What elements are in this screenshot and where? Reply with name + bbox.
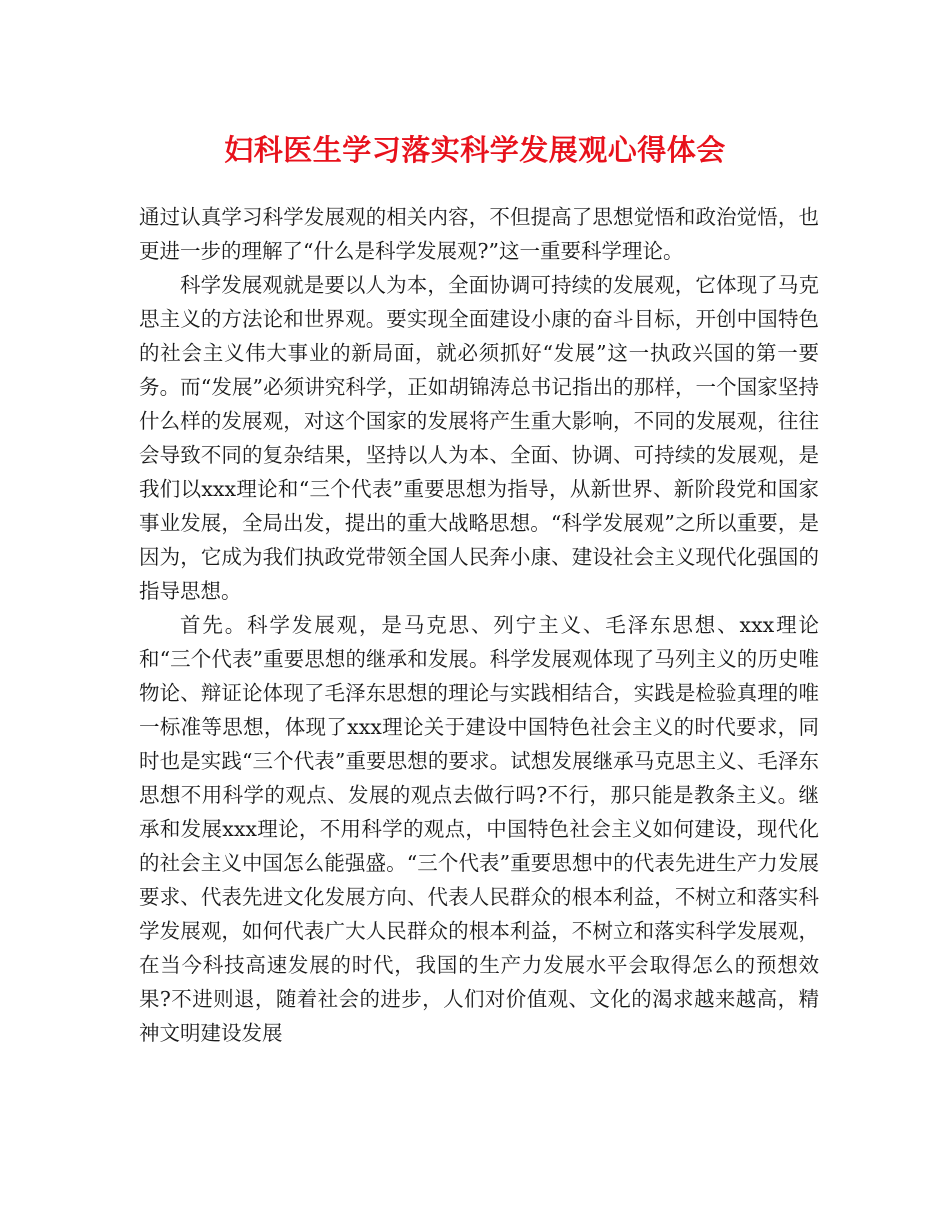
document-body — [139, 200, 819, 1050]
paragraph-1: 通过认真学习科学发展观的相关内容，不但提高了思想觉悟和政治觉悟，也更进一步的理解了“什么是科学发展观?”这一重要科学理论。 — [139, 205, 819, 263]
paragraph-2: 科学发展观就是要以人为本，全面协调可持续的发展观，它体现了马克思主义的方法论和世界观。要实现全面建设小康的奋斗目标，开创中国特色的社会主义伟大事业的新局面，就必须抓好“发展”这一执政兴国的第一要务。而“发展”必须讲究科学，正如胡锦涛总书记指出的那样，一个国家坚持什么样的发展观，对这个国家的发展将产生重大影响，不同的发展观，往往会导致不同的复杂结果，坚持以人为本、全面、协调、可持续的发展观，是我们以xxx理论和“三个代表”重要思想为指导，从新世界、新阶段党和国家事业发展，全局出发，提出的重大战略思想。“科学发展观”之所以重要，是因为，它成为我们执政党带领全国人民奔小康、建设社会主义现代化强国的指导思想。 — [139, 273, 819, 603]
document-title: 妇科医生学习落实科学发展观心得体会 — [224, 133, 726, 167]
paragraph-3: 首先。科学发展观，是马克思、列宁主义、毛泽东思想、xxx理论和“三个代表”重要思想的继承和发展。科学发展观体现了马列主义的历史唯物论、辩证论体现了毛泽东思想的理论与实践相结合，实践是检验真理的唯一标准等思想，体现了xxx理论关于建设中国特色社会主义的时代要求，同时也是实践“三个代表”重要思想的要求。试想发展继承马克思主义、毛泽东思想不用科学的观点、发展的观点去做行吗?不行，那只能是教条主义。继承和发展xxx理论，不用科学的观点，中国特色社会主义如何建设，现代化的社会主义中国怎么能强盛。“三个代表”重要思想中的代表先进生产力发展要求、代表先进文化发展方向、代表人民群众的根本利益，不树立和落实科学发展观，如何代表广大人民群众的根本利益，不树立和落实科学发展观，在当今科技高速发展的时代，我国的生产力发展水平会取得怎么的预想效果?不进则退，随着社会的进步，人们对价值观、文化的渴求越来越高，精神文明建设发展 — [139, 613, 819, 1045]
